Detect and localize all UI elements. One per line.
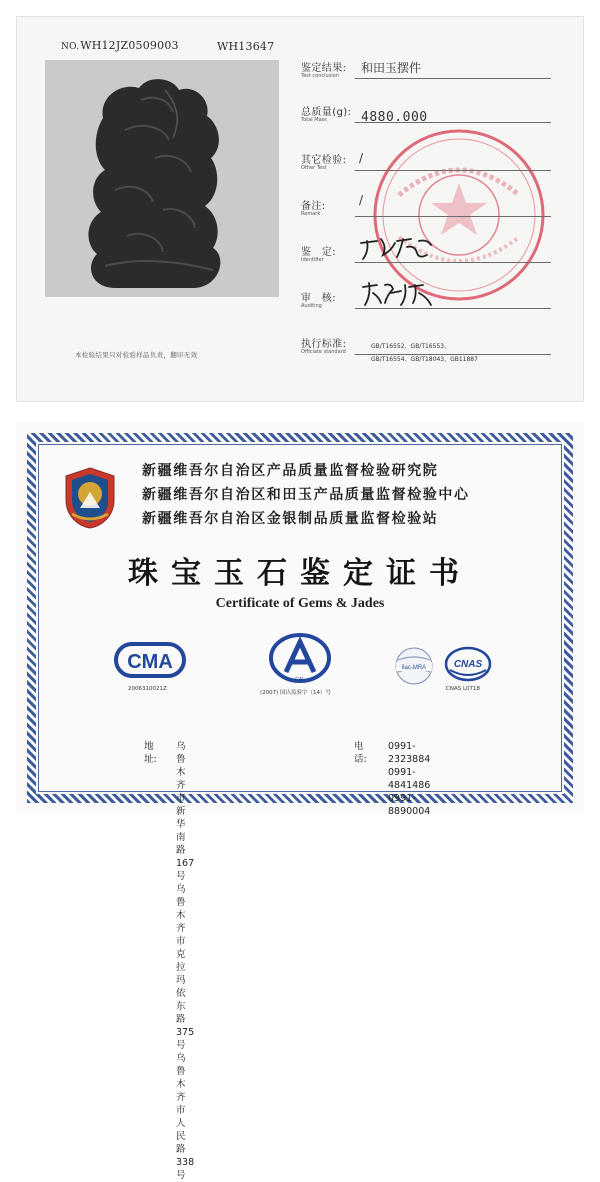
- cma-logo-text: CMA: [127, 651, 173, 673]
- field-label: 鉴 定:: [301, 247, 336, 258]
- cal-caption: (2007) 国认监验字（14）号: [260, 690, 332, 696]
- phone-number: 0991-8890004: [388, 793, 431, 817]
- cal-logo-text: CAL: [295, 677, 305, 683]
- address-line: 乌鲁木齐市克拉玛依东路375号: [176, 884, 195, 1051]
- field-label: 执行标准:: [301, 339, 347, 350]
- address-label: 地址:: [144, 741, 157, 765]
- underline: [355, 170, 551, 171]
- total-mass-value: 4880.000: [361, 110, 428, 125]
- report-code: WH13647: [217, 40, 275, 53]
- field-label-en: Total Mass: [301, 117, 327, 123]
- field-label-en: Test conclusion: [301, 73, 339, 79]
- cal-logo-icon: [268, 632, 332, 688]
- field-label-en: Identifier: [301, 257, 324, 263]
- underline: [355, 216, 551, 217]
- cnas-logo-icon: [444, 644, 492, 688]
- other-test-value: /: [359, 151, 364, 165]
- field-label-en: Other Test: [301, 165, 327, 171]
- field-label: 鉴定结果:: [301, 63, 347, 74]
- field-label-en: Auditing: [301, 303, 322, 309]
- field-label: 总质量(g):: [301, 107, 352, 118]
- cnas-logo-text: CNAS: [453, 659, 483, 670]
- underline: [355, 78, 551, 79]
- underline: [355, 308, 551, 309]
- standards-line-2: GB/T16554、GB/T18043、GB11887: [371, 356, 478, 363]
- disclaimer-text: 本检验结果只对检验样品负责，翻印无效: [75, 351, 198, 359]
- ilac-mra-logo-icon: [394, 646, 434, 690]
- inspection-report-card: [16, 16, 584, 402]
- field-label: 备注:: [301, 201, 326, 212]
- jade-sample-photo: [45, 60, 279, 297]
- standards-line-1: GB/T16552、GB/T16553、: [371, 343, 451, 350]
- certificate-subtitle: Certificate of Gems & Jades: [215, 596, 385, 611]
- institution-name-2: 新疆维吾尔自治区和田玉产品质量监督检验中心: [142, 487, 470, 503]
- report-number: NO.WH12JZ0509003: [61, 39, 179, 52]
- certificate-title: 珠宝玉石鉴定证书: [128, 556, 472, 591]
- standards-value: [371, 340, 478, 366]
- cnas-caption: CNAS L0718: [446, 686, 481, 692]
- cma-caption: 2006310021Z: [128, 686, 167, 692]
- remark-value: /: [359, 193, 364, 207]
- institute-emblem-icon: [62, 466, 118, 534]
- field-label-en: Officiate standard: [301, 349, 346, 355]
- field-label-en: Remark: [301, 211, 321, 217]
- certificate-cover-card: [16, 422, 584, 1181]
- test-conclusion-value: 和田玉摆件: [361, 61, 422, 75]
- underline: [355, 262, 551, 263]
- phone-number: 0991-2323884: [388, 741, 431, 765]
- phone-number: 0991-4841486: [388, 767, 431, 791]
- cma-logo-icon: [114, 640, 186, 684]
- address-line: 乌鲁木齐市人民路338号: [176, 1053, 195, 1181]
- phone-label: 电话:: [354, 741, 367, 765]
- field-label: 其它检验:: [301, 155, 347, 166]
- institution-name-1: 新疆维吾尔自治区产品质量监督检验研究院: [142, 463, 439, 479]
- ilac-mra-text: ilac-MRA: [401, 665, 427, 671]
- underline: [355, 122, 551, 123]
- institution-name-3: 新疆维吾尔自治区金银制品质量监督检验站: [142, 511, 439, 527]
- field-label: 审 核:: [301, 293, 336, 304]
- address-line: 乌鲁木齐市新华南路167号: [176, 741, 195, 882]
- underline: [355, 354, 551, 355]
